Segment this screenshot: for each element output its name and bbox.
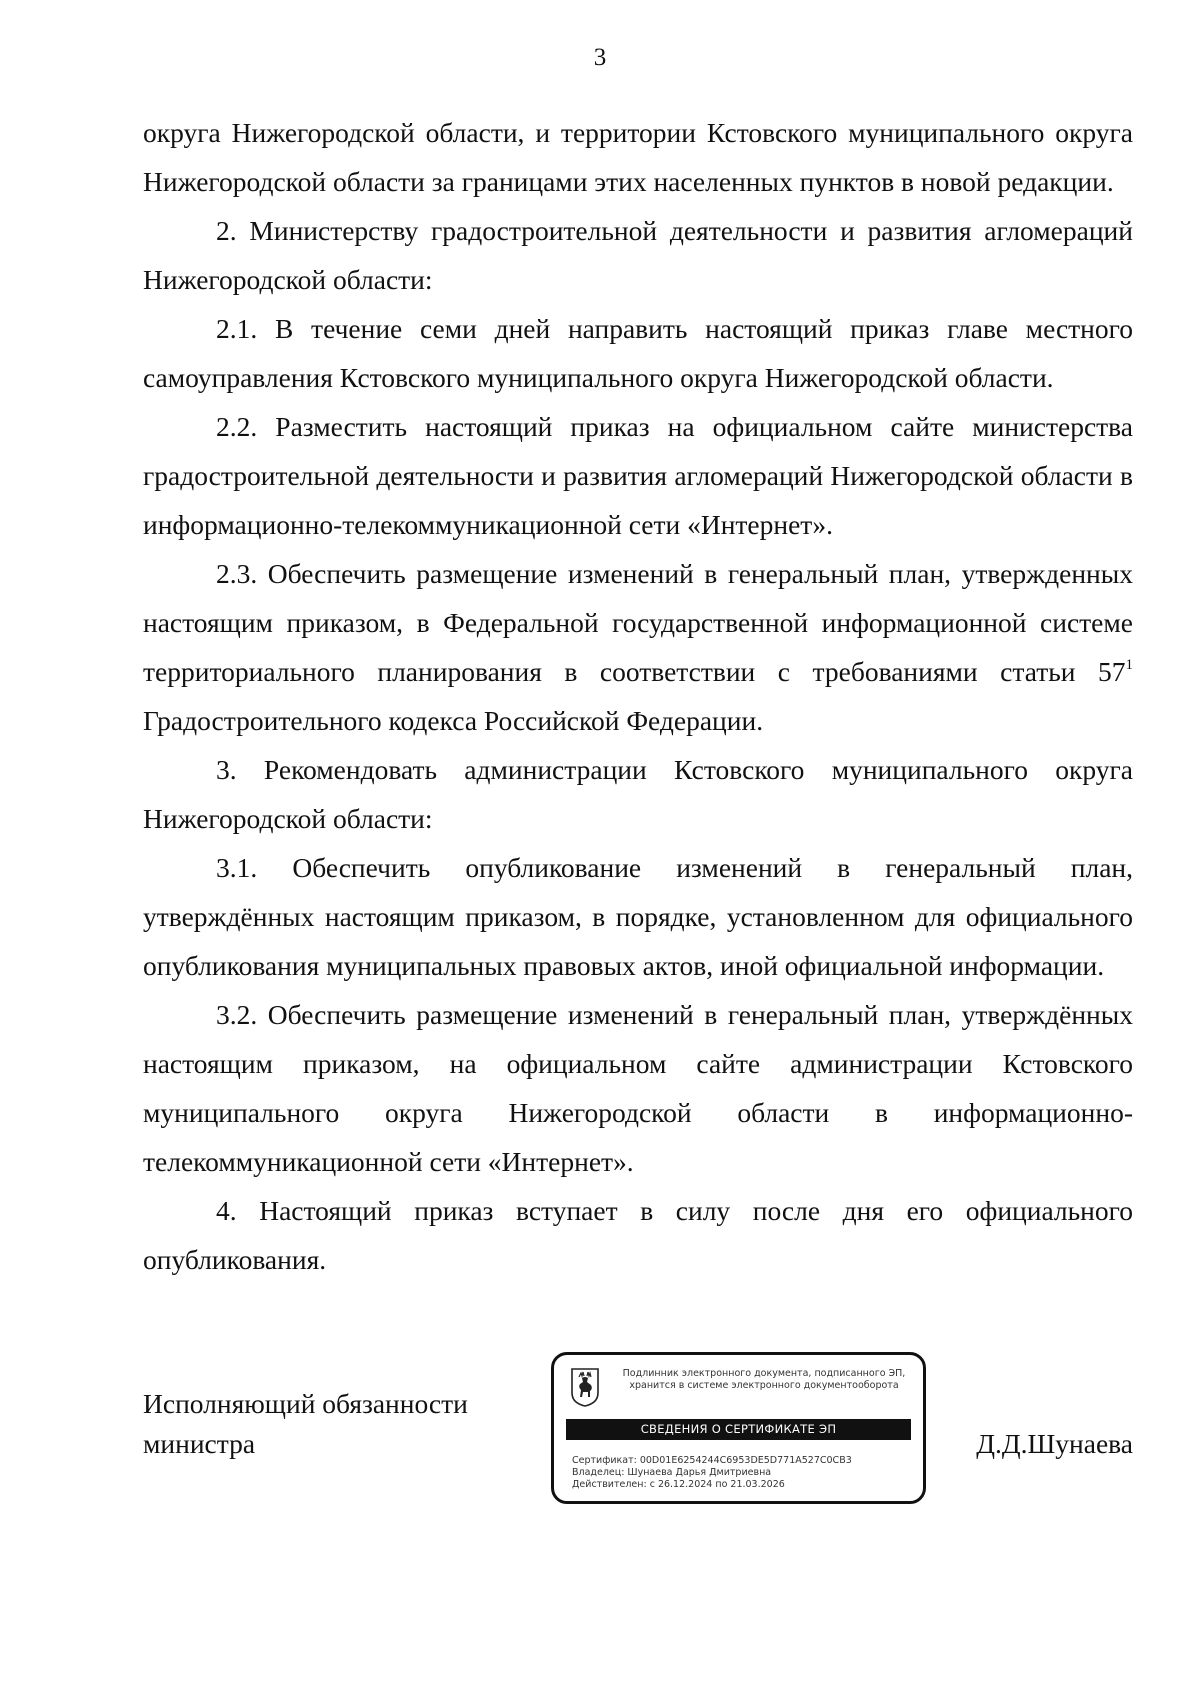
- signer-name: Д.Д.Шунаева: [976, 1428, 1133, 1459]
- signer-title-line-1: Исполняющий обязанности: [143, 1388, 468, 1419]
- stamp-header: [608, 1368, 920, 1392]
- certificate-number: Сертификат: 00D01E6254244C6953DE5D771A527C0CB3: [572, 1455, 852, 1466]
- deer-emblem-icon: [570, 1367, 600, 1407]
- signer-title: [143, 1384, 468, 1464]
- stamp-header-line-2: хранится в системе электронного документооборота: [629, 1380, 899, 1391]
- paragraph-item-3-2: 3.2. Обеспечить размещение изменений в генеральный план, утверждённых настоящим приказом, на официальном сайте администрации Кстовского муниципального округа Нижегородской области в информационно-телекоммуникационной сети «Интернет».: [143, 999, 1133, 1177]
- article-superscript: 1: [1125, 657, 1133, 673]
- paragraph-item-4: 4. Настоящий приказ вступает в силу после дня его официального опубликования.: [143, 1195, 1133, 1275]
- signer-title-line-2: министра: [143, 1428, 256, 1459]
- certificate-owner: Владелец: Шунаева Дарья Дмитриевна: [572, 1467, 772, 1478]
- page-number: 3: [593, 44, 607, 71]
- paragraph-item-2-3-text: 2.3. Обеспечить размещение изменений в генеральный план, утвержденных настоящим приказом, в Федеральной государственной информационной системе территориального планирования в соответствии с требованиями статьи 57: [143, 558, 1133, 687]
- certificate-details: [572, 1455, 912, 1491]
- paragraph-item-3-1: 3.1. Обеспечить опубликование изменений в генеральный план, утверждённых настоящим приказом, в порядке, установленном для официального опубликования муниципальных правовых актов, иной официальной информации.: [143, 852, 1133, 981]
- certificate-info-bar: СВЕДЕНИЯ О СЕРТИФИКАТЕ ЭП: [566, 1419, 911, 1440]
- electronic-signature-stamp: [551, 1352, 926, 1504]
- paragraph-item-2-3: [143, 549, 1133, 745]
- paragraph-item-2-1: 2.1. В течение семи дней направить настоящий приказ главе местного самоуправления Кстовского муниципального округа Нижегородской области.: [143, 313, 1133, 393]
- paragraph-item-3: 3. Рекомендовать администрации Кстовского муниципального округа Нижегородской области:: [143, 754, 1133, 834]
- certificate-validity: Действителен: с 26.12.2024 по 21.03.2026: [572, 1479, 785, 1490]
- stamp-header-line-1: Подлинник электронного документа, подписанного ЭП,: [622, 1368, 906, 1379]
- paragraph-continuation: округа Нижегородской области, и территории Кстовского муниципального округа Нижегородской области за границами этих населенных пунктов в новой редакции.: [143, 117, 1133, 197]
- paragraph-item-2-3-tail: Градостроительного кодекса Российской Федерации.: [143, 705, 764, 736]
- paragraph-item-2: 2. Министерству градостроительной деятельности и развития агломераций Нижегородской области:: [143, 215, 1133, 295]
- document-body: [143, 108, 1133, 1284]
- paragraph-item-2-2: 2.2. Разместить настоящий приказ на официальном сайте министерства градостроительной деятельности и развития агломераций Нижегородской области в информационно-телекоммуникационной сети «Интернет».: [143, 411, 1133, 540]
